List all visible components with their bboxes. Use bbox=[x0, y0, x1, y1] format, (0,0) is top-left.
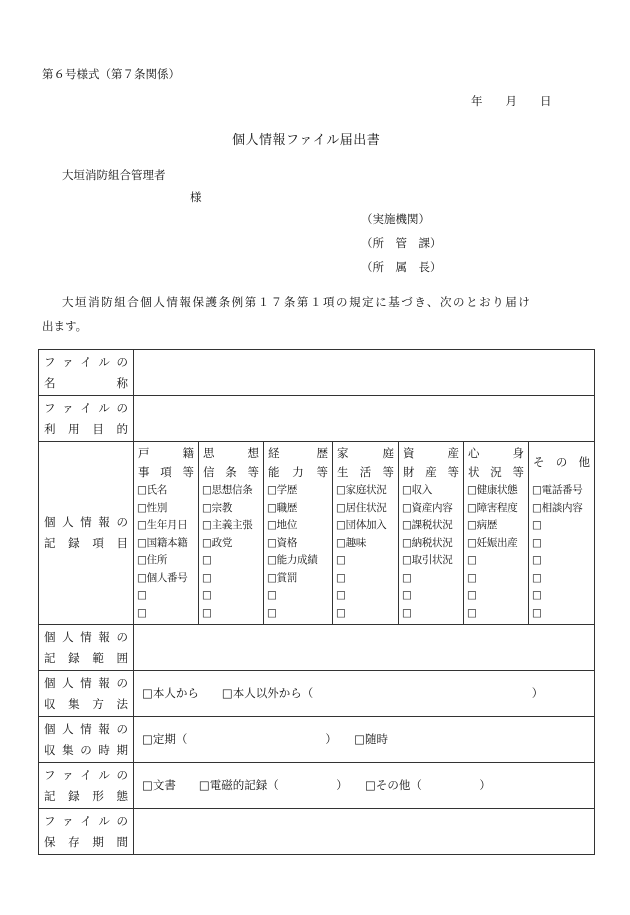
record-item-checkbox[interactable]: □ bbox=[202, 589, 212, 601]
category-items bbox=[264, 482, 333, 624]
record-item-checkbox[interactable]: □ bbox=[532, 606, 542, 619]
record-item-checkbox[interactable]: □病歴 bbox=[467, 519, 498, 531]
record-item-checkbox[interactable]: □障害程度 bbox=[467, 501, 518, 514]
category-head bbox=[529, 442, 595, 483]
record-item-checkbox[interactable]: □家庭状況 bbox=[336, 484, 387, 496]
record-item-checkbox[interactable]: □居住状況 bbox=[336, 501, 387, 514]
category-head bbox=[134, 442, 199, 483]
category-head-line: 財 産 等 bbox=[403, 464, 459, 479]
record-item-checkbox[interactable]: □ bbox=[336, 571, 346, 584]
category-items bbox=[134, 482, 199, 624]
label-line: 収 集 方 法 bbox=[44, 696, 128, 711]
addressee: 大垣消防組合管理者 bbox=[62, 168, 166, 182]
label-line: 記 録 範 囲 bbox=[44, 650, 128, 665]
row-collection-time bbox=[39, 716, 595, 762]
retention-field[interactable] bbox=[134, 808, 595, 854]
record-item-checkbox[interactable]: □電話番号 bbox=[532, 484, 583, 496]
record-item-checkbox[interactable]: □課税状況 bbox=[402, 519, 453, 531]
record-item-checkbox[interactable]: □ bbox=[402, 589, 412, 601]
row-scope bbox=[39, 624, 595, 670]
checkbox-other-format[interactable]: □その他（ bbox=[365, 778, 422, 792]
record-item-checkbox[interactable]: □ bbox=[532, 536, 542, 549]
record-item-checkbox[interactable]: □団体加入 bbox=[336, 519, 387, 531]
label-retention bbox=[39, 810, 133, 852]
category-head-line: 戸 籍 bbox=[138, 445, 194, 460]
record-item-checkbox[interactable]: □取引状況 bbox=[402, 554, 453, 566]
record-item-checkbox[interactable]: □ bbox=[336, 606, 346, 619]
submitter-division: （所 管 課） bbox=[361, 236, 442, 250]
submitter-head: （所 属 長） bbox=[361, 260, 442, 274]
label-line: 個 人 情 報 の bbox=[44, 675, 128, 690]
category-head-line: 信 条 等 bbox=[203, 464, 259, 479]
category-head bbox=[464, 442, 529, 483]
category-items bbox=[529, 482, 595, 624]
record-item-checkbox[interactable]: □ bbox=[532, 519, 542, 531]
row-purpose bbox=[39, 396, 595, 442]
category-head bbox=[399, 442, 464, 483]
record-item-checkbox[interactable]: □ bbox=[202, 554, 212, 566]
label-collection-method bbox=[39, 672, 133, 714]
record-item-checkbox[interactable]: □ bbox=[402, 571, 412, 584]
collection-method-options: □本人から □本人以外から（ ） bbox=[134, 670, 595, 716]
category-head-line: 事 項 等 bbox=[138, 464, 194, 479]
collection-time-options: □定期（ ） □随時 bbox=[134, 716, 595, 762]
label-record-items bbox=[39, 512, 133, 554]
category-head-line: 経 歴 bbox=[268, 445, 328, 460]
checkbox-self[interactable]: □本人から bbox=[142, 686, 199, 700]
category-head bbox=[333, 442, 399, 483]
record-item-checkbox[interactable]: □ bbox=[467, 571, 477, 584]
category-items bbox=[333, 482, 399, 624]
label-line: 個 人 情 報 の bbox=[44, 515, 128, 530]
label-line: 個 人 情 報 の bbox=[44, 721, 128, 736]
record-item-checkbox[interactable]: □宗教 bbox=[202, 501, 233, 514]
purpose-field[interactable] bbox=[134, 396, 595, 442]
file-name-field[interactable] bbox=[134, 350, 595, 396]
label-line: フ ァ イ ル の bbox=[44, 355, 128, 369]
category-head-line: 心 身 bbox=[468, 445, 524, 460]
record-item-checkbox[interactable]: □能力成績 bbox=[267, 554, 318, 566]
record-item-checkbox[interactable]: □ bbox=[532, 554, 542, 566]
category-items bbox=[199, 482, 264, 624]
label-line: フ ァ イ ル の bbox=[44, 401, 128, 415]
record-item-checkbox[interactable]: □地位 bbox=[267, 519, 298, 531]
label-record-format bbox=[39, 764, 133, 806]
record-item-checkbox[interactable]: □政党 bbox=[202, 536, 233, 549]
record-item-checkbox[interactable]: □ bbox=[336, 554, 346, 566]
record-item-checkbox[interactable]: □住所 bbox=[137, 554, 168, 566]
record-item-checkbox[interactable]: □個人番号 bbox=[137, 571, 188, 584]
category-head bbox=[264, 442, 333, 483]
category-head-line: 家 庭 bbox=[337, 445, 394, 460]
row-record-items-head bbox=[39, 442, 595, 483]
record-item-checkbox[interactable]: □趣味 bbox=[336, 536, 367, 549]
form-number: 第６号様式（第７条関係） bbox=[42, 67, 180, 81]
row-retention bbox=[39, 808, 595, 854]
category-head-line: そ の 他 bbox=[533, 455, 590, 469]
record-item-checkbox[interactable]: □ bbox=[532, 571, 542, 584]
submitter-agency: （実施機関） bbox=[361, 212, 430, 226]
record-item-checkbox[interactable]: □氏名 bbox=[137, 484, 168, 496]
record-item-checkbox[interactable]: □学歴 bbox=[267, 484, 298, 496]
record-item-checkbox[interactable]: □相談内容 bbox=[532, 501, 583, 514]
record-format-options: □文書 □電磁的記録（ ） □その他（ ） bbox=[134, 762, 595, 808]
record-item-checkbox[interactable]: □ bbox=[467, 589, 477, 601]
category-items bbox=[399, 482, 464, 624]
label-line: フ ァ イ ル の bbox=[44, 813, 128, 828]
record-item-checkbox[interactable]: □思想信条 bbox=[202, 484, 253, 496]
record-item-checkbox[interactable]: □ bbox=[202, 606, 212, 619]
label-line: 個 人 情 報 の bbox=[44, 629, 128, 644]
category-head bbox=[199, 442, 264, 483]
record-item-checkbox[interactable]: □ bbox=[202, 571, 212, 584]
checkbox-as-needed[interactable]: □随時 bbox=[354, 732, 388, 746]
record-item-checkbox[interactable]: □主義主張 bbox=[202, 519, 253, 531]
record-item-checkbox[interactable]: □性別 bbox=[137, 501, 168, 514]
record-item-checkbox[interactable]: □ bbox=[137, 606, 147, 619]
record-item-checkbox[interactable]: □職歴 bbox=[267, 501, 298, 514]
record-item-checkbox[interactable]: □納税状況 bbox=[402, 536, 453, 549]
record-item-checkbox[interactable]: □健康状態 bbox=[467, 484, 518, 496]
record-item-checkbox[interactable]: □ bbox=[336, 589, 346, 601]
form-table bbox=[38, 349, 595, 855]
record-item-checkbox[interactable]: □生年月日 bbox=[137, 519, 188, 531]
row-record-format bbox=[39, 762, 595, 808]
record-item-checkbox[interactable]: □妊娠出産 bbox=[467, 536, 518, 549]
record-item-checkbox[interactable]: □ bbox=[467, 606, 477, 619]
record-item-checkbox[interactable]: □ bbox=[267, 589, 277, 601]
label-purpose bbox=[39, 398, 133, 440]
category-head-line: 状 況 等 bbox=[468, 464, 524, 479]
record-item-checkbox[interactable]: □資格 bbox=[267, 536, 298, 549]
record-item-checkbox[interactable]: □ bbox=[402, 606, 412, 619]
page-title: 個人情報ファイル届出書 bbox=[232, 133, 381, 148]
checkbox-periodic[interactable]: □定期（ bbox=[142, 732, 188, 746]
record-item-checkbox[interactable]: □ bbox=[467, 554, 477, 566]
label-line: 記 録 項 目 bbox=[44, 536, 128, 551]
label-file-name bbox=[39, 352, 133, 394]
category-items bbox=[464, 482, 529, 624]
honorific: 様 bbox=[190, 190, 202, 204]
category-head-line: 資 産 bbox=[403, 445, 459, 460]
body-text-line2: 出ます。 bbox=[42, 319, 88, 333]
body-text-line1: 大垣消防組合個人情報保護条例第１７条第１項の規定に基づき、次のとおり届け bbox=[62, 295, 532, 309]
label-collection-time bbox=[39, 718, 133, 760]
category-head-line: 生 活 等 bbox=[337, 464, 394, 479]
label-line: 名 称 bbox=[44, 376, 128, 390]
checkbox-other-than-self[interactable]: □本人以外から（ bbox=[221, 686, 314, 700]
row-file-name bbox=[39, 350, 595, 396]
record-item-checkbox[interactable]: □資産内容 bbox=[402, 501, 453, 514]
date-line: 年 月 日 bbox=[471, 94, 552, 108]
label-line: 利 用 目 的 bbox=[44, 422, 128, 436]
label-line: フ ァ イ ル の bbox=[44, 767, 128, 782]
label-line: 収 集 の 時 期 bbox=[44, 742, 128, 757]
record-item-checkbox[interactable]: □ bbox=[532, 589, 542, 601]
record-item-checkbox[interactable]: □賞罰 bbox=[267, 571, 298, 584]
checkbox-document[interactable]: □文書 bbox=[142, 778, 176, 792]
record-item-checkbox[interactable]: □ bbox=[137, 589, 147, 601]
record-item-checkbox[interactable]: □ bbox=[267, 606, 277, 619]
label-line: 記 録 形 態 bbox=[44, 788, 128, 803]
category-head-line: 思 想 bbox=[203, 445, 259, 460]
row-collection-method bbox=[39, 670, 595, 716]
record-item-checkbox[interactable]: □国籍本籍 bbox=[137, 536, 188, 549]
label-scope bbox=[39, 626, 133, 668]
scope-field[interactable] bbox=[134, 624, 595, 670]
category-head-line: 能 力 等 bbox=[268, 464, 328, 479]
label-line: 保 存 期 間 bbox=[44, 834, 128, 849]
checkbox-electronic[interactable]: □電磁的記録（ bbox=[198, 778, 279, 792]
record-item-checkbox[interactable]: □収入 bbox=[402, 484, 433, 496]
